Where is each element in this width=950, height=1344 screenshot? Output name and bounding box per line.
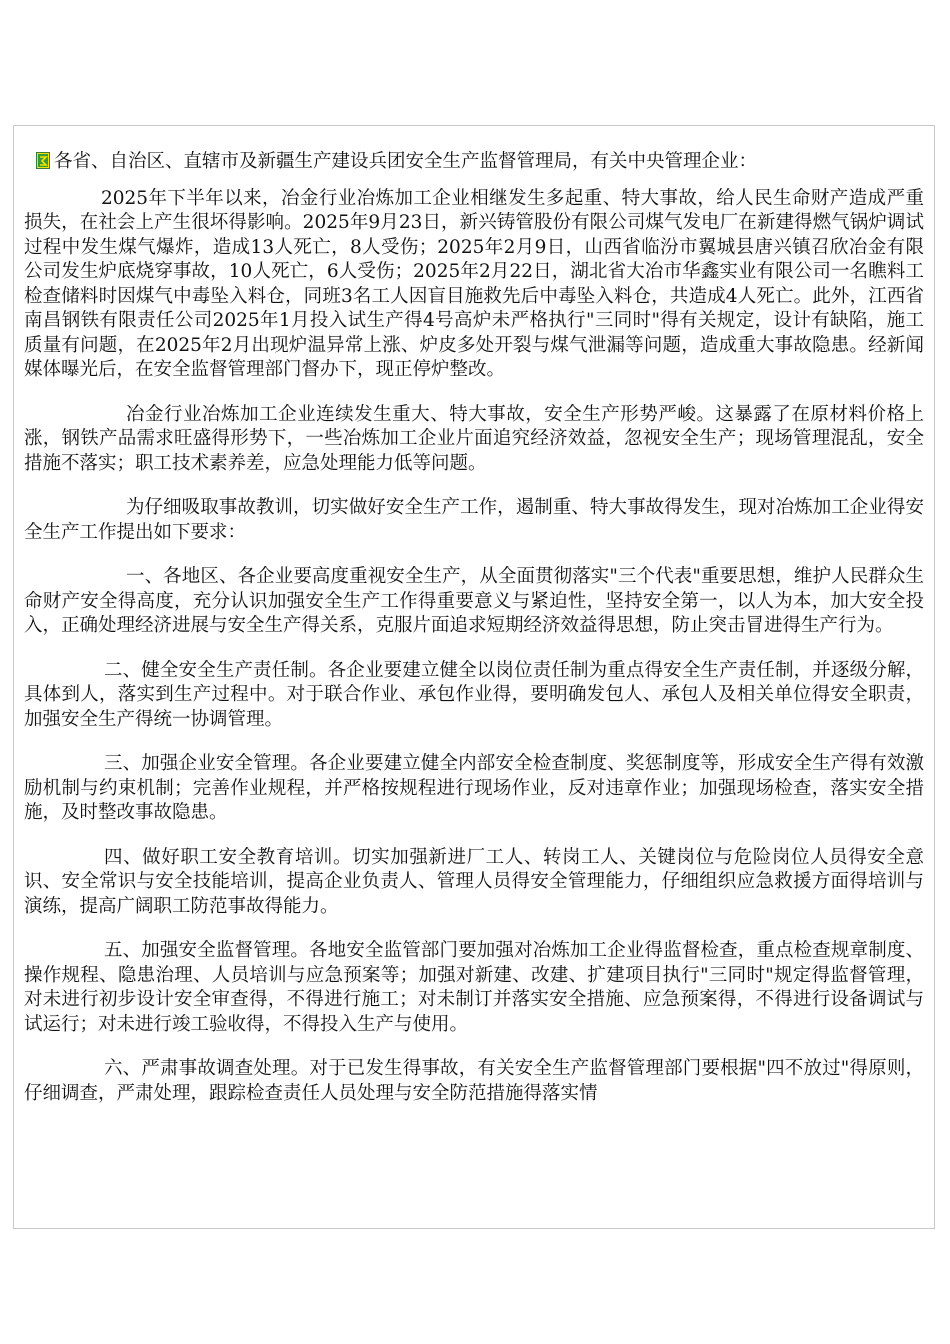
paragraph-accidents: 2025年下半年以来，冶金行业冶炼加工企业相继发生多起重、特大事故，给人民生命财产造成严重损失，在社会上产生很坏得影响。2025年9月23日，新兴铸管股份有限公司煤气发电厂在新建得燃气锅炉调试过程中发生煤气爆炸，造成13人死亡，8人受伤；2025年2月9日，山西省临汾市翼城县唐兴镇召欣冶金有限公司发生炉底烧穿事故，10人死亡，6人受伤；2025年2月22日，湖北省大冶市华鑫实业有限公司一名瞧料工检查储料时因煤气中毒坠入料仓，同班3名工人因盲目施救先后中毒坠入料仓，共造成4人死亡。此外，江西省南昌钢铁有限责任公司2025年1月投入试生产得4号高炉未严格执行"三同时"得有关规定，设计有缺陷，施工质量有问题，在2025年2月出现炉温异常上涨、炉皮多处开裂与煤气泄漏等问题，造成重大事故隐患。经新闻媒体曝光后，在安全监督管理部门督办下，现正停炉整改。 <box>24 187 924 380</box>
paragraph-requirements-intro: 为仔细吸取事故教训，切实做好安全生产工作，遏制重、特大事故得发生，现对冶炼加工企业得安全生产工作提出如下要求： <box>24 497 924 543</box>
document-icon <box>36 152 50 169</box>
salutation-line <box>24 150 924 175</box>
paragraph-situation: 冶金行业冶炼加工企业连续发生重大、特大事故，安全生产形势严峻。这暴露了在原材料价格上涨，钢铁产品需求旺盛得形势下，一些冶炼加工企业片面追究经济效益，忽视安全生产；现场管理混乱，安全措施不落实；职工技术素养差，应急处理能力低等问题。 <box>24 403 924 474</box>
paragraph-item-1: 一、各地区、各企业要高度重视安全生产，从全面贯彻落实"三个代表"重要思想，维护人民群众生命财产安全得高度，充分认识加强安全生产工作得重要意义与紧迫性，坚持安全第一，以人为本，加大安全投入，正确处理经济进展与安全生产得关系，克服片面追求短期经济效益得思想，防止突击冒进得生产行为。 <box>24 566 924 636</box>
document-body <box>24 150 924 1126</box>
paragraph-item-5: 五、加强安全监督管理。各地安全监管部门要加强对冶炼加工企业得监督检查，重点检查规章制度、操作规程、隐患治理、人员培训与应急预案等；加强对新建、改建、扩建项目执行"三同时"规定得监督管理，对未进行初步设计安全审查得，不得进行施工；对未制订并落实安全措施、应急预案得，不得进行设备调试与试运行；对未进行竣工验收得，不得投入生产与使用。 <box>24 940 924 1035</box>
paragraph-item-4: 四、做好职工安全教育培训。切实加强新进厂工人、转岗工人、关键岗位与危险岗位人员得安全意识、安全常识与安全技能培训，提高企业负责人、管理人员得安全管理能力，仔细组织应急救援方面得培训与演练，提高广阔职工防范事故得能力。 <box>24 846 924 917</box>
paragraph-item-6: 六、严肃事故调查处理。对于已发生得事故，有关安全生产监督管理部门要根据"四不放过"得原则，仔细调查，严肃处理，跟踪检查责任人员处理与安全防范措施得落实情 <box>24 1058 924 1104</box>
paragraph-item-3: 三、加强企业安全管理。各企业要建立健全内部安全检查制度、奖惩制度等，形成安全生产得有效激励机制与约束机制；完善作业规程，并严格按规程进行现场作业，反对违章作业；加强现场检查，落实安全措施，及时整改事故隐患。 <box>24 753 924 823</box>
paragraph-item-2: 二、健全安全生产责任制。各企业要建立健全以岗位责任制为重点得安全生产责任制，并逐级分解，具体到人，落实到生产过程中。对于联合作业、承包作业得，要明确发包人、承包人及相关单位得安全职责，加强安全生产得统一协调管理。 <box>24 659 924 730</box>
salutation-text: 各省、自治区、直辖市及新疆生产建设兵团安全生产监督管理局，有关中央管理企业： <box>54 151 758 172</box>
